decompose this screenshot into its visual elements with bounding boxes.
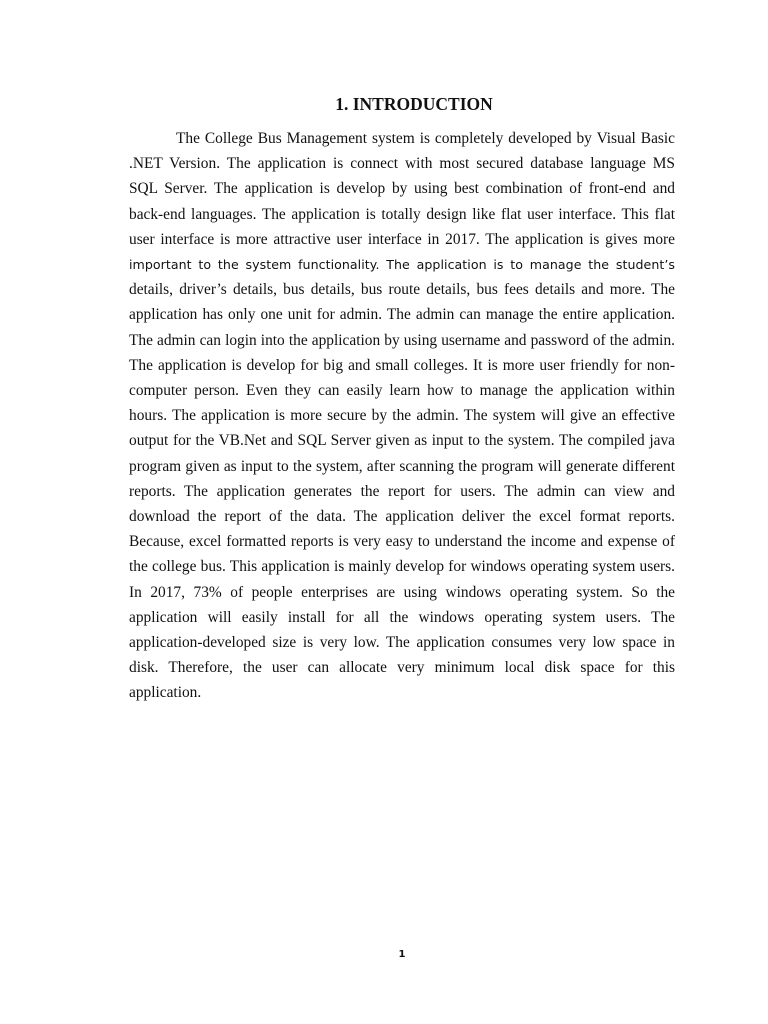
paragraph-line: .NET Version. The application is connect with most secured database language MS	[129, 155, 675, 173]
paragraph-line: In 2017, 73% of people enterprises are using windows operating system. So the	[129, 583, 675, 601]
paragraph-line: SQL Server. The application is develop by using best combination of front-end and	[129, 180, 675, 198]
paragraph-line: the college bus. This application is mainly develop for windows operating system users.	[129, 558, 675, 576]
paragraph-line: user interface is more attractive user interface in 2017. The application is gives more	[129, 230, 675, 248]
paragraph-line: disk. Therefore, the user can allocate very minimum local disk space for this	[129, 659, 675, 677]
paragraph-line: application will easily install for all the windows operating system users. The	[129, 608, 675, 626]
paragraph-line: The College Bus Management system is completely developed by Visual Basic	[176, 130, 675, 147]
paragraph-line: back-end languages. The application is totally design like flat user interface. This flat	[129, 205, 675, 223]
paragraph-line: The application is develop for big and small colleges. It is more user friendly for non-	[129, 356, 675, 374]
paragraph-line: output for the VB.Net and SQL Server given as input to the system. The compiled java	[129, 432, 675, 450]
paragraph-line: application has only one unit for admin. The admin can manage the entire application.	[129, 306, 675, 324]
paragraph-line: Because, excel formatted reports is very easy to understand the income and expense of	[129, 533, 675, 551]
paragraph-line: application-developed size is very low. The application consumes very low space in	[129, 634, 675, 652]
page-number: 1	[398, 949, 406, 960]
introduction-paragraph	[129, 126, 675, 706]
paragraph-line: application.	[129, 684, 202, 702]
paragraph-line: program given as input to the system, after scanning the program will generate different	[129, 457, 675, 475]
paragraph-line: computer person. Even they can easily learn how to manage the application within	[129, 382, 675, 400]
paragraph-line: important to the system functionality. The application is to manage the student’s	[129, 257, 675, 273]
paragraph-line: The admin can login into the application by using username and password of the admin.	[129, 331, 675, 349]
paragraph-line: reports. The application generates the report for users. The admin can view and	[129, 482, 675, 500]
paragraph-line: details, driver’s details, bus details, bus route details, bus fees details and more. The	[129, 281, 675, 299]
paragraph-line: download the report of the data. The application deliver the excel format reports.	[129, 508, 675, 526]
section-heading: 1. INTRODUCTION	[335, 94, 493, 114]
paragraph-line: hours. The application is more secure by the admin. The system will give an effective	[129, 407, 675, 425]
